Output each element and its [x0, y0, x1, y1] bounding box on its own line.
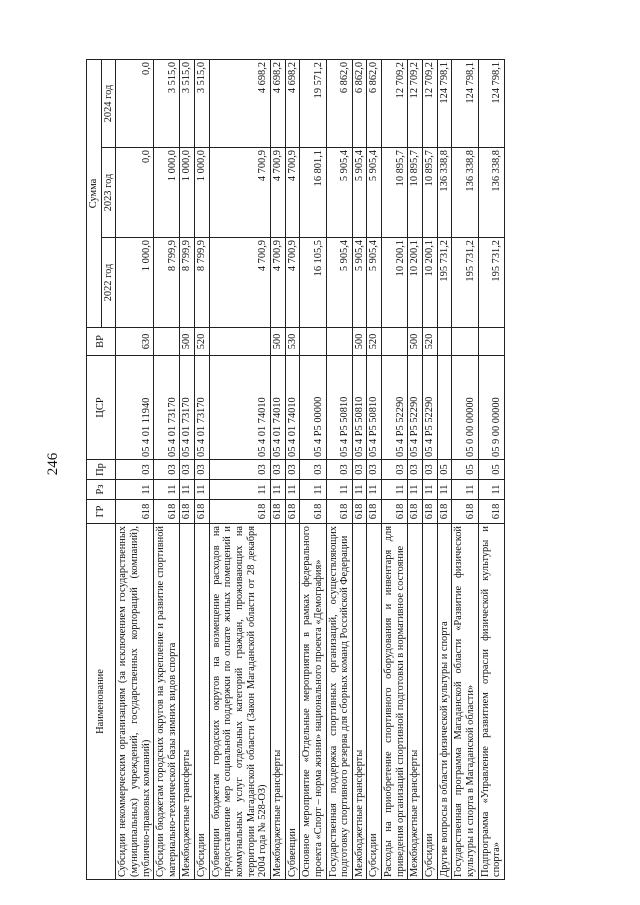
cell-csr: 05 4 01 73170 — [195, 356, 210, 460]
cell-csr: 05 4 01 74010 — [285, 356, 300, 460]
cell-gr: 618 — [367, 500, 382, 524]
cell-rz: 11 — [209, 480, 270, 500]
header-gr: ГР — [87, 500, 116, 524]
cell-gr: 618 — [285, 500, 300, 524]
cell-vr — [300, 328, 326, 356]
cell-2022: 10 200,1 — [423, 238, 438, 328]
cell-2024: 124 798,1 — [452, 59, 478, 147]
cell-vr: 520 — [195, 328, 210, 356]
cell-vr: 520 — [423, 328, 438, 356]
cell-name: Основное мероприятие «Отдельные мероприятия в рамках федерального проекта «Спорт – норма жизни» национального проекта «Демография» — [300, 524, 326, 880]
cell-csr: 05 4 P5 52290 — [408, 356, 423, 460]
table-row — [423, 59, 438, 879]
page-number: 246 — [45, 452, 61, 476]
cell-2023: 136 338,8 — [452, 148, 478, 238]
cell-gr: 618 — [423, 500, 438, 524]
cell-gr: 618 — [195, 500, 210, 524]
cell-vr: 520 — [367, 328, 382, 356]
cell-name: Субвенции бюджетам городских округов на возмещение расходов на предоставление мер социальной поддержки по оплате жилых помещений и коммунальных услуг отдельных категорий граждан, проживающих на территории Магаданской области (Закон Магаданской области от 28 декабря 2004 года № 528-ОЗ) — [209, 524, 270, 880]
table-row — [367, 59, 382, 879]
cell-name: Межбюджетные трансферты — [408, 524, 423, 880]
cell-pr: 03 — [367, 460, 382, 480]
cell-vr: 500 — [408, 328, 423, 356]
cell-2024: 12 709,2 — [408, 59, 423, 147]
cell-name: Государственная поддержка спортивных организаций, осуществляющих подготовку спортивного резерва для сборных команд Российской Федерации — [326, 524, 352, 880]
header-row — [87, 59, 102, 879]
cell-csr: 05 4 01 74010 — [270, 356, 285, 460]
cell-pr: 05 — [478, 460, 504, 480]
cell-rz: 11 — [352, 480, 367, 500]
cell-name: Субсидии — [367, 524, 382, 880]
cell-csr: 05 4 01 73170 — [180, 356, 195, 460]
cell-2022: 1 000,0 — [116, 238, 154, 328]
cell-gr: 618 — [116, 500, 154, 524]
cell-vr — [478, 328, 504, 356]
cell-gr: 618 — [270, 500, 285, 524]
cell-csr: 05 4 P5 50810 — [326, 356, 352, 460]
header-rz: Рз — [87, 480, 116, 500]
cell-pr: 03 — [408, 460, 423, 480]
cell-csr: 05 0 00 00000 — [452, 356, 478, 460]
cell-csr: 05 4 P5 50810 — [352, 356, 367, 460]
cell-2022: 4 700,9 — [209, 238, 270, 328]
cell-pr: 03 — [285, 460, 300, 480]
cell-pr: 03 — [352, 460, 367, 480]
cell-rz: 11 — [437, 480, 452, 500]
cell-vr: 630 — [116, 328, 154, 356]
cell-vr — [154, 328, 180, 356]
cell-gr: 618 — [408, 500, 423, 524]
cell-gr: 618 — [326, 500, 352, 524]
cell-vr — [209, 328, 270, 356]
cell-pr: 03 — [423, 460, 438, 480]
cell-rz: 11 — [408, 480, 423, 500]
table-row — [352, 59, 367, 879]
cell-csr: 05 4 01 74010 — [209, 356, 270, 460]
header-sum: Сумма — [87, 59, 102, 327]
cell-name: Субвенции — [285, 524, 300, 880]
table-row — [209, 59, 270, 879]
cell-pr: 03 — [300, 460, 326, 480]
cell-gr: 618 — [452, 500, 478, 524]
cell-rz: 11 — [367, 480, 382, 500]
cell-2024: 124 798,1 — [437, 59, 452, 147]
cell-2022: 8 799,9 — [154, 238, 180, 328]
cell-2022: 195 731,2 — [437, 238, 452, 328]
cell-2023: 136 338,8 — [437, 148, 452, 238]
cell-2022: 10 200,1 — [408, 238, 423, 328]
cell-pr: 03 — [180, 460, 195, 480]
cell-rz: 11 — [382, 480, 408, 500]
cell-rz: 11 — [478, 480, 504, 500]
budget-table — [86, 59, 505, 880]
cell-pr: 05 — [437, 460, 452, 480]
cell-2024: 12 709,2 — [382, 59, 408, 147]
cell-vr: 500 — [352, 328, 367, 356]
cell-gr: 618 — [478, 500, 504, 524]
cell-csr: 05 4 01 11940 — [116, 356, 154, 460]
cell-2024: 3 515,0 — [195, 59, 210, 147]
cell-rz: 11 — [270, 480, 285, 500]
cell-pr: 03 — [195, 460, 210, 480]
cell-vr — [326, 328, 352, 356]
cell-2024: 0,0 — [116, 59, 154, 147]
header-vr: ВР — [87, 328, 116, 356]
cell-2023: 4 700,9 — [285, 148, 300, 238]
cell-gr: 618 — [352, 500, 367, 524]
cell-2023: 5 905,4 — [352, 148, 367, 238]
header-csr: ЦСР — [87, 356, 116, 460]
cell-name: Межбюджетные трансферты — [180, 524, 195, 880]
cell-pr: 03 — [154, 460, 180, 480]
cell-2023: 16 801,1 — [300, 148, 326, 238]
table-row — [382, 59, 408, 879]
cell-csr: 05 4 01 73170 — [154, 356, 180, 460]
cell-2024: 124 798,1 — [478, 59, 504, 147]
header-2024: 2024 год — [101, 59, 116, 147]
cell-2023: 10 895,7 — [423, 148, 438, 238]
cell-2023: 136 338,8 — [478, 148, 504, 238]
cell-gr: 618 — [382, 500, 408, 524]
cell-csr — [437, 356, 452, 460]
cell-2023: 1 000,0 — [180, 148, 195, 238]
table-row — [195, 59, 210, 879]
cell-name: Субсидии некоммерческим организациям (за исключением государственных (муниципальных) учреждений, государственных корпораций (компаний), публично-правовых компаний) — [116, 524, 154, 880]
cell-2023: 4 700,9 — [209, 148, 270, 238]
header-2023: 2023 год — [101, 148, 116, 238]
table-row — [285, 59, 300, 879]
table-body — [116, 59, 505, 879]
cell-vr: 500 — [180, 328, 195, 356]
cell-2023: 10 895,7 — [408, 148, 423, 238]
cell-csr: 05 4 P5 50810 — [367, 356, 382, 460]
cell-2023: 0,0 — [116, 148, 154, 238]
cell-2024: 12 709,2 — [423, 59, 438, 147]
cell-2024: 6 862,0 — [326, 59, 352, 147]
budget-table-rotated — [86, 60, 598, 880]
cell-name: Субсидии бюджетам городских округов на укрепление и развитие спортивной материально-технической базы зимних видов спорта — [154, 524, 180, 880]
cell-2022: 5 905,4 — [326, 238, 352, 328]
cell-gr: 618 — [180, 500, 195, 524]
cell-2022: 8 799,9 — [180, 238, 195, 328]
cell-2023: 1 000,0 — [195, 148, 210, 238]
table-row — [300, 59, 326, 879]
table-row — [408, 59, 423, 879]
cell-2024: 19 571,2 — [300, 59, 326, 147]
cell-vr — [452, 328, 478, 356]
table-row — [478, 59, 504, 879]
cell-2022: 8 799,9 — [195, 238, 210, 328]
cell-vr: 530 — [285, 328, 300, 356]
cell-rz: 11 — [423, 480, 438, 500]
cell-gr: 618 — [437, 500, 452, 524]
cell-vr — [382, 328, 408, 356]
cell-2024: 4 698,2 — [285, 59, 300, 147]
cell-name: Другие вопросы в области физической культуры и спорта — [437, 524, 452, 880]
cell-2023: 10 895,7 — [382, 148, 408, 238]
cell-pr: 05 — [452, 460, 478, 480]
cell-rz: 11 — [300, 480, 326, 500]
cell-gr: 618 — [300, 500, 326, 524]
cell-csr: 05 9 00 00000 — [478, 356, 504, 460]
table-row — [437, 59, 452, 879]
cell-rz: 11 — [116, 480, 154, 500]
cell-2022: 5 905,4 — [352, 238, 367, 328]
cell-rz: 11 — [326, 480, 352, 500]
cell-name: Субсидии — [195, 524, 210, 880]
table-row — [452, 59, 478, 879]
cell-2024: 6 862,0 — [367, 59, 382, 147]
cell-2024: 3 515,0 — [180, 59, 195, 147]
cell-csr: 05 4 P5 52290 — [423, 356, 438, 460]
cell-pr: 03 — [326, 460, 352, 480]
cell-2022: 4 700,9 — [285, 238, 300, 328]
header-pr: Пр — [87, 460, 116, 480]
cell-2023: 1 000,0 — [154, 148, 180, 238]
cell-csr: 05 4 P5 00000 — [300, 356, 326, 460]
cell-vr: 500 — [270, 328, 285, 356]
table-row — [116, 59, 154, 879]
cell-2024: 4 698,2 — [209, 59, 270, 147]
cell-2024: 6 862,0 — [352, 59, 367, 147]
cell-2022: 4 700,9 — [270, 238, 285, 328]
cell-rz: 11 — [154, 480, 180, 500]
cell-2022: 16 105,5 — [300, 238, 326, 328]
header-2022: 2022 год — [101, 238, 116, 328]
cell-2024: 3 515,0 — [154, 59, 180, 147]
cell-2022: 10 200,1 — [382, 238, 408, 328]
cell-2023: 5 905,4 — [326, 148, 352, 238]
cell-2023: 5 905,4 — [367, 148, 382, 238]
cell-name: Межбюджетные трансферты — [352, 524, 367, 880]
cell-name: Государственная программа Магаданской области «Развитие физической культуры и спорта в Магаданской области» — [452, 524, 478, 880]
cell-rz: 11 — [195, 480, 210, 500]
cell-pr: 03 — [382, 460, 408, 480]
cell-2022: 195 731,2 — [452, 238, 478, 328]
cell-rz: 11 — [452, 480, 478, 500]
table-row — [154, 59, 180, 879]
cell-csr: 05 4 P5 52290 — [382, 356, 408, 460]
table-row — [270, 59, 285, 879]
cell-vr — [437, 328, 452, 356]
cell-pr: 03 — [209, 460, 270, 480]
cell-2024: 4 698,2 — [270, 59, 285, 147]
cell-rz: 11 — [180, 480, 195, 500]
cell-pr: 03 — [116, 460, 154, 480]
cell-name: Расходы на приобретение спортивного оборудования и инвентаря для приведения организаций спортивной подготовки в нормативное состояние — [382, 524, 408, 880]
cell-rz: 11 — [285, 480, 300, 500]
cell-2022: 195 731,2 — [478, 238, 504, 328]
cell-2023: 4 700,9 — [270, 148, 285, 238]
cell-2022: 5 905,4 — [367, 238, 382, 328]
cell-gr: 618 — [209, 500, 270, 524]
cell-name: Подпрограмма «Управление развитием отрасли физической культуры и спорта» — [478, 524, 504, 880]
table-row — [180, 59, 195, 879]
cell-name: Межбюджетные трансферты — [270, 524, 285, 880]
header-name: Наименование — [87, 524, 116, 880]
cell-pr: 03 — [270, 460, 285, 480]
cell-gr: 618 — [154, 500, 180, 524]
table-row — [326, 59, 352, 879]
cell-name: Субсидии — [423, 524, 438, 880]
